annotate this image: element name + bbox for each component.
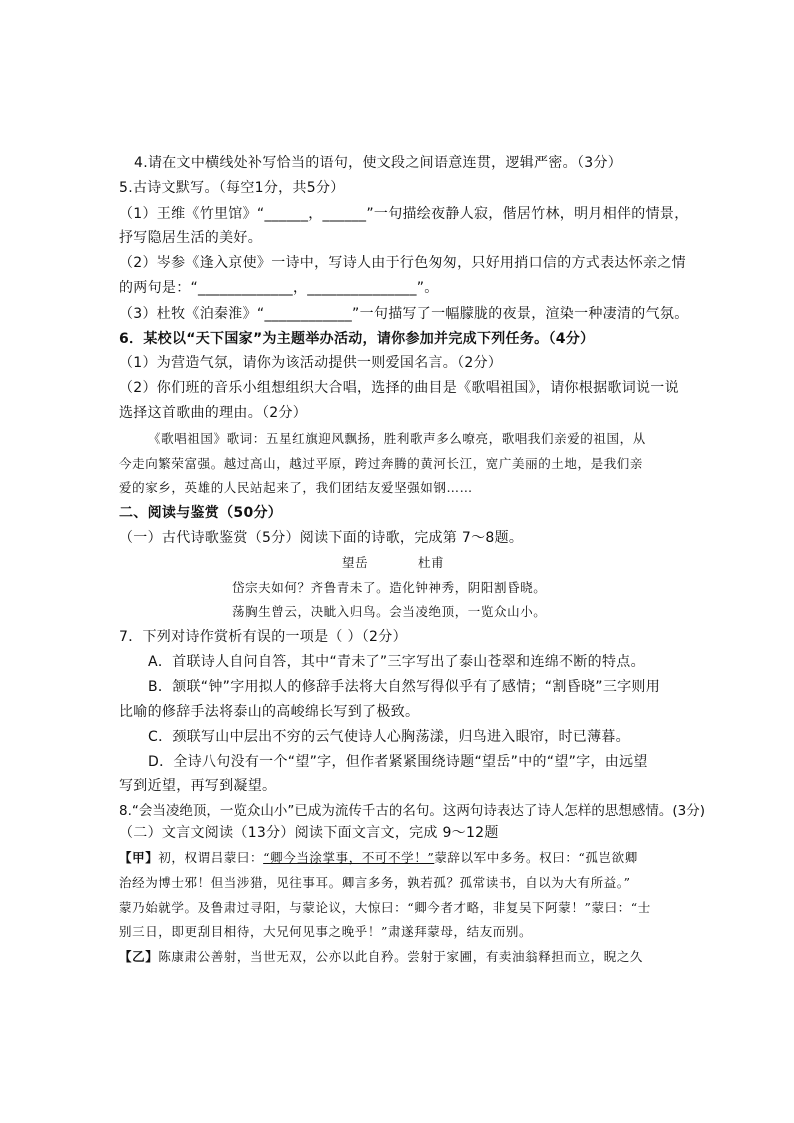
question-6-item-2-cont: 选择这首歌曲的理由。（2分） bbox=[119, 405, 308, 421]
question-5-item-1-cont: 抒写隐居生活的美好。 bbox=[119, 230, 262, 246]
question-7-option-d-cont: 写到近望，再写到凝望。 bbox=[119, 778, 277, 794]
question-7-option-b: B．颔联“钟”字用拟人的修辞手法将大自然写得似乎有了感情；“割昏晓”三字则用 bbox=[148, 679, 661, 695]
passage-jia-label: 【甲】 bbox=[119, 850, 159, 865]
lyrics-line-2: 今走向繁荣富强。越过高山，越过平原，跨过奔腾的黄河长江，宽广美丽的土地，是我们亲 bbox=[119, 456, 644, 471]
question-6-title: 6．某校以“天下国家”为主题举办活动，请你参加并完成下列任务。（4分） bbox=[119, 331, 595, 347]
question-8: 8.“会当凌绝顶，一览众山小”已成为流传千古的名句。这两句诗表达了诗人怎样的思想感情。(3分) bbox=[119, 803, 705, 819]
question-6-item-1: （1）为营造气氛，请你为该活动提供一则爱国名言。（2分） bbox=[119, 355, 503, 371]
passage-jia-line-1 bbox=[119, 848, 638, 868]
question-5-item-3: （3）杜牧《泊秦淮》“____________”一句描写了一幅朦胧的夜景，渲染一种凄清的气氛。 bbox=[119, 306, 689, 322]
passage-jia-text-1: 初，权谓吕蒙曰： bbox=[158, 850, 264, 865]
passage-jia-line-2: 治经为博士邪！但当涉猎，见往事耳。卿言多务，孰若孤？孤常读书，自以为大有所益。” bbox=[119, 875, 631, 890]
question-4: 4.请在文中横线处补写恰当的语句，使文段之间语意连贯，逻辑严密。（3分） bbox=[134, 155, 623, 171]
question-5-item-1: （1）王维《竹里馆》“______，______”一句描绘夜静人寂，偕居竹林，明月相伴的情景， bbox=[119, 206, 689, 222]
passage-jia-line-3: 蒙乃始就学。及鲁肃过寻阳，与蒙论议，大惊曰：“卿今者才略，非复吴下阿蒙！”蒙曰：“士 bbox=[119, 900, 651, 915]
poem-line-2: 荡胸生曾云，决眦入归鸟。会当凌绝顶，一览众山小。 bbox=[232, 604, 547, 619]
section-2-heading: 二、阅读与鉴赏（50分） bbox=[119, 505, 283, 521]
question-5-title: 5.古诗文默写。（每空1分，共5分） bbox=[119, 180, 345, 196]
poem-title: 望岳 bbox=[342, 555, 369, 570]
lyrics-line-1: 《歌唱祖国》歌词：五星红旗迎风飘扬，胜利歌声多么嘹亮，歌唱我们亲爱的祖国，从 bbox=[148, 431, 646, 446]
passage-jia-line-4: 别三日，即更刮目相待，大兄何见事之晚乎！”肃遂拜蒙母，结友而别。 bbox=[119, 924, 533, 939]
passage-yi-label: 【乙】 bbox=[119, 949, 159, 964]
section-2-sub-2: （二）文言文阅读（13分）阅读下面文言文，完成 9～12题 bbox=[119, 825, 499, 841]
passage-jia-underlined-quote: “卿今当涂掌事，不可不学！” bbox=[263, 850, 435, 865]
section-2-sub-1: （一）古代诗歌鉴赏（5分）阅读下面的诗歌，完成第 7～8题。 bbox=[119, 530, 524, 546]
passage-jia-text-2: 蒙辞以军中多务。权曰：“孤岂欲卿 bbox=[434, 850, 638, 865]
lyrics-line-3: 爱的家乡，英雄的人民站起来了，我们团结友爱坚强如钢…… bbox=[119, 480, 473, 495]
question-7-option-d: D．全诗八句没有一个“望”字，但作者紧紧围绕诗题“望岳”中的“望”字，由远望 bbox=[148, 754, 648, 770]
question-6-item-2: （2）你们班的音乐小组想组织大合唱，选择的曲目是《歌唱祖国》，请你根据歌词说一说 bbox=[119, 380, 679, 396]
question-7-option-c: C．颈联写山中层出不穷的云气使诗人心胸荡漾，归鸟进入眼帘，时已薄暮。 bbox=[148, 729, 630, 745]
question-7-title: 7．下列对诗作赏析有误的一项是（ ）（2分） bbox=[119, 629, 407, 645]
question-7-option-b-cont: 比喻的修辞手法将泰山的高峻绵长写到了极致。 bbox=[119, 704, 420, 720]
question-5-item-2: （2）岑参《逢入京使》一诗中，写诗人由于行色匆匆，只好用捎口信的方式表达怀亲之情 bbox=[119, 255, 686, 271]
poem-line-1: 岱宗夫如何？齐鲁青未了。造化钟神秀，阴阳割昏晓。 bbox=[232, 580, 547, 595]
poem-author: 杜甫 bbox=[418, 555, 445, 570]
passage-yi-text-1: 陈康肃公善射，当世无双，公亦以此自矜。尝射于家圃，有卖油翁释担而立，睨之久 bbox=[158, 949, 644, 964]
question-7-option-a: A．首联诗人自问自答，其中“青未了”三字写出了泰山苍翠和连绵不断的特点。 bbox=[148, 654, 645, 670]
passage-yi-line-1 bbox=[119, 947, 643, 967]
question-5-item-2-cont: 的两句是：“_____________，_______________”。 bbox=[119, 280, 439, 296]
